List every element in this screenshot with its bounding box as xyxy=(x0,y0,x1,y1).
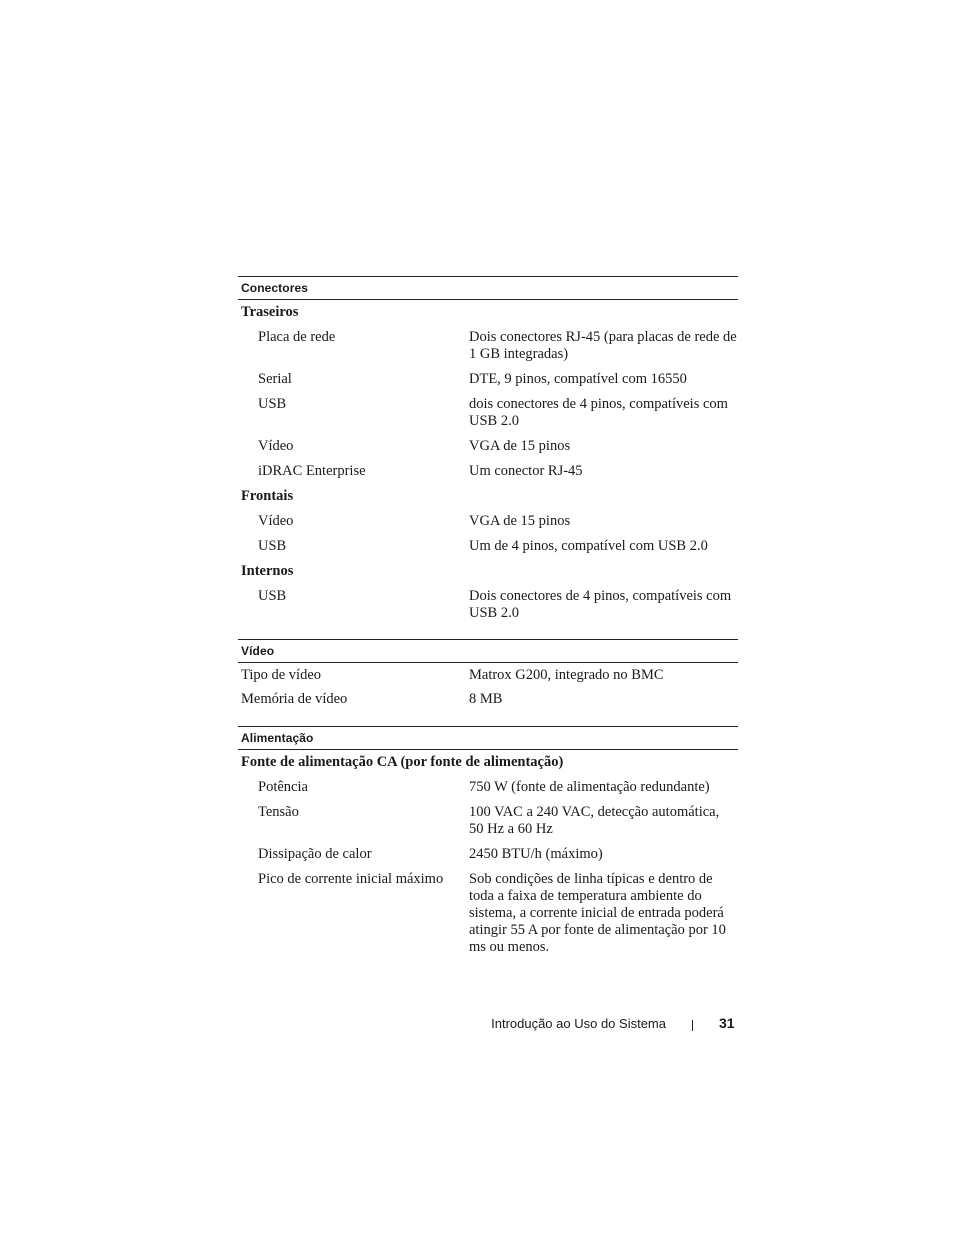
row-label: Dissipação de calor xyxy=(258,846,372,862)
row-label: Serial xyxy=(258,371,292,387)
row-value: VGA de 15 pinos xyxy=(469,438,571,454)
row-value: DTE, 9 pinos, compatível com 16550 xyxy=(469,371,687,387)
table-row xyxy=(238,329,738,363)
row-label: Fonte de alimentação CA (por fonte de alimentação) xyxy=(241,754,564,770)
row-value: Sob condições de linha típicas e dentro de toda a faixa de temperatura ambiente do sistema, a corrente inicial de entrada poderá atingir 55 A por fonte de alimentação por 10 ms ou menos. xyxy=(469,871,726,955)
row-label: Tensão xyxy=(258,804,299,820)
row-value: VGA de 15 pinos xyxy=(469,513,571,529)
section-heading: Alimentação xyxy=(238,726,738,750)
row-label: Internos xyxy=(241,563,294,579)
row-label: Vídeo xyxy=(258,513,294,529)
table-row xyxy=(238,513,738,530)
row-label: Frontais xyxy=(241,488,294,504)
table-row xyxy=(238,754,738,771)
table-row xyxy=(238,691,738,708)
table-row xyxy=(238,538,738,555)
table-row xyxy=(238,488,738,505)
table-row xyxy=(238,804,738,838)
spec-table xyxy=(238,276,738,966)
table-row xyxy=(238,371,738,388)
section-heading: Conectores xyxy=(238,276,738,300)
row-label: Traseiros xyxy=(241,304,299,320)
table-row xyxy=(238,779,738,796)
row-value: Matrox G200, integrado no BMC xyxy=(469,667,664,683)
row-label: USB xyxy=(258,396,287,412)
row-label: Vídeo xyxy=(258,438,294,454)
row-value: 100 VAC a 240 VAC, detecção automática, 50 Hz a 60 Hz xyxy=(469,804,720,837)
page-footer xyxy=(0,1015,954,1035)
row-label: Pico de corrente inicial máximo xyxy=(258,871,444,887)
table-row xyxy=(238,463,738,480)
table-row xyxy=(238,588,738,622)
row-label: Placa de rede xyxy=(258,329,336,345)
section-power xyxy=(238,726,738,966)
section-video xyxy=(238,639,738,726)
row-value: Dois conectores RJ-45 (para placas de rede de 1 GB integradas) xyxy=(469,329,737,362)
section-heading: Vídeo xyxy=(238,639,738,663)
table-row xyxy=(238,438,738,455)
table-row xyxy=(238,563,738,580)
row-value: 750 W (fonte de alimentação redundante) xyxy=(469,779,710,795)
row-value: dois conectores de 4 pinos, compatíveis com USB 2.0 xyxy=(469,396,728,429)
row-label: USB xyxy=(258,588,287,604)
row-value: Um conector RJ-45 xyxy=(469,463,583,479)
row-value: 2450 BTU/h (máximo) xyxy=(469,846,603,862)
row-label: Potência xyxy=(258,779,308,795)
table-row xyxy=(238,396,738,430)
footer-title: Introdução ao Uso do Sistema xyxy=(491,1016,666,1031)
row-label: iDRAC Enterprise xyxy=(258,463,366,479)
footer-separator xyxy=(692,1020,693,1031)
row-value: 8 MB xyxy=(469,691,503,707)
row-value: Dois conectores de 4 pinos, compatíveis com USB 2.0 xyxy=(469,588,732,621)
table-row xyxy=(238,304,738,321)
page-number: 31 xyxy=(719,1015,735,1031)
row-value: Um de 4 pinos, compatível com USB 2.0 xyxy=(469,538,708,554)
table-row xyxy=(238,871,738,956)
section-connectors xyxy=(238,276,738,639)
row-label: USB xyxy=(258,538,287,554)
row-label: Memória de vídeo xyxy=(241,691,348,707)
row-label: Tipo de vídeo xyxy=(241,667,322,683)
table-row xyxy=(238,667,738,684)
table-row xyxy=(238,846,738,863)
